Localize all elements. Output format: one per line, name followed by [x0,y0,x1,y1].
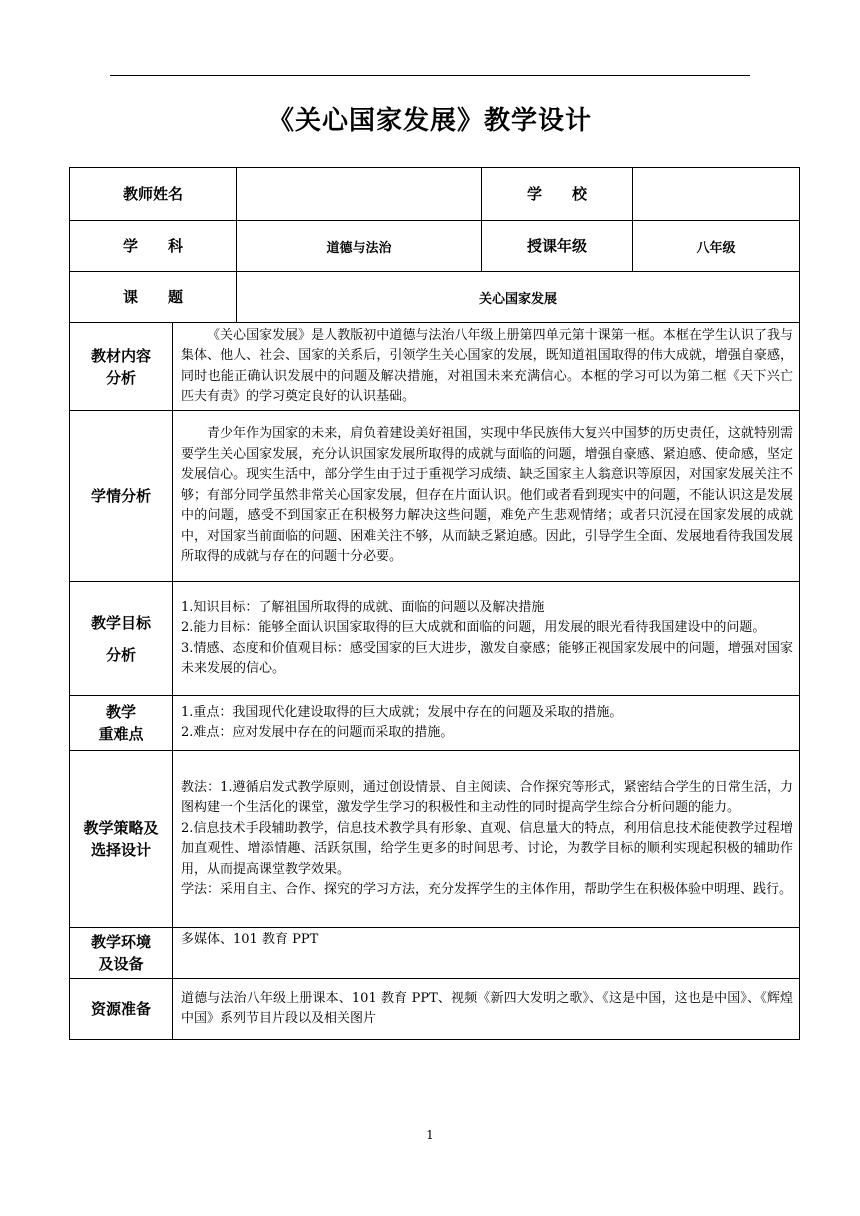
table-row-resources [70,979,800,1040]
teaching-strategy-text-cell [173,751,800,928]
student-analysis-text-cell [173,411,800,582]
school-label: 学 校 [482,168,633,221]
grade-label: 授课年级 [482,221,633,272]
goals-label-line2: 分析 [105,645,136,664]
keypoints-label-line2: 重难点 [98,725,144,743]
teaching-goals-label [70,582,173,696]
strategy-item-learning: 学法：采用自主、合作、探究的学习方法，充分发挥学生的主体作用，帮助学生在积极体验中明理、践行。 [181,882,793,897]
table-row-topic [70,272,800,323]
material-analysis-label [70,323,173,411]
environment-text-cell [173,928,800,979]
goal-item-ability: 2.能力目标：能够全面认识国家取得的巨大成就和面临的问题，用发展的眼光看待我国建设中的问题。 [181,620,766,635]
topic-label: 课 题 [70,272,237,323]
key-points-text-cell [173,696,800,751]
table-row-keypoints [70,696,800,751]
keypoint-item-difficulty: 2.难点：应对发展中存在的问题而采取的措施。 [181,725,454,740]
student-analysis-label: 学情分析 [70,411,173,582]
document-title: 《关心国家发展》教学设计 [267,106,592,136]
header-rule [110,75,750,76]
student-analysis-text: 青少年作为国家的未来，肩负着建设美好祖国，实现中华民族伟大复兴中国梦的历史责任，这就特别需要学生关心国家发展，充分认识国家发展所取得的成就与面临的问题，增强自豪感、紧迫感、使命感，坚定发展信心。现实生活中，部分学生由于过于重视学习成绩、缺乏国家主人翁意识等原因，对国家发展关注不够；有部分同学虽然非常关心国家发展，但存在片面认识。他们或者看到现实中的问题，不能认识这是发展中的问题，感受不到国家正在积极努力解决这些问题，难免产生悲观情绪；或者只沉浸在国家发展的成就中，对国家当前面临的问题、困难关注不够，从而缺乏紧迫感。因此，引导学生全面、发展地看待我国发展所取得的成就与存在的问题十分必要。 [181,426,794,565]
table-row-environment [70,928,800,979]
keypoint-item-focus: 1.重点：我国现代化建设取得的巨大成就；发展中存在的问题及采取的措施。 [181,704,623,720]
teacher-name-value [237,168,482,221]
table-row-material [70,323,800,411]
strategy-item-technology: 2.信息技术手段辅助教学，信息技术教学具有形象、直观、信息量大的特点，利用信息技术能使教学过程增加直观性、增添情趣、活跃氛围，给学生更多的时间思考、讨论，为教学目标的顺利实现起积极的辅助作用，从而提高课堂教学效果。 [181,820,794,877]
resources-text: 道德与法治八年级上册课本、101 教育 PPT、视频《新四大发明之歌》、《这是中国，这也是中国》、《辉煌中国》系列节目片段以及相关图片 [181,990,794,1026]
page-number: 1 [426,1128,434,1142]
table-row-students [70,411,800,582]
strategy-label-line1: 教学策略及 [83,819,159,837]
strategy-item-method: 教法：1.遵循启发式教学原则，通过创设情景、自主阅读、合作探究等形式，紧密结合学生的日常生活，力图构建一个生活化的课堂，激发学生学习的积极性和主动性的同时提高学生综合分析问题的能力。 [181,779,794,815]
topic-value: 关心国家发展 [237,272,800,323]
lesson-plan-table [69,167,800,1040]
school-value [633,168,800,221]
strategy-label-line2: 选择设计 [90,841,151,859]
environment-label-line2: 及设备 [98,955,144,973]
table-row-teacher [70,168,800,221]
goals-label-line1: 教学目标 [90,613,151,632]
environment-text: 多媒体、101 教育 PPT [181,932,319,947]
table-row-strategy [70,751,800,928]
keypoints-label-line1: 教学 [105,703,136,721]
key-points-label [70,696,173,751]
material-analysis-text: 《关心国家发展》是人教版初中道德与法治八年级上册第四单元第十课第一框。本框在学生认识了我与集体、他人、社会、国家的关系后，引领学生关心国家的发展，既知道祖国取得的伟大成就，增强自豪感，同时也能正确认识发展中的问题及解决措施，对祖国未来充满信心。本框的学习可以为第二框《天下兴亡 匹夫有责》的学习奠定良好的认识基础。 [181,327,794,404]
teaching-goals-text-cell [173,582,800,696]
resources-label: 资源准备 [70,979,173,1040]
goal-item-emotion: 3.情感、态度和价值观目标：感受国家的巨大进步，激发自豪感；能够正视国家发展中的问题，增强对国家未来发展的信心。 [181,640,794,676]
grade-value: 八年级 [633,221,800,272]
material-analysis-text-cell [173,323,800,411]
environment-label-line1: 教学环境 [90,933,151,951]
table-row-subject [70,221,800,272]
table-row-goals [70,582,800,696]
teaching-strategy-label [70,751,173,928]
material-label-line2: 分析 [105,368,136,387]
resources-text-cell [173,979,800,1040]
goal-item-knowledge: 1.知识目标：了解祖国所取得的成就、面临的问题以及解决措施 [181,599,545,615]
subject-label: 学 科 [70,221,237,272]
environment-label [70,928,173,979]
material-label-line1: 教材内容 [90,346,151,365]
teacher-name-label: 教师姓名 [70,168,237,221]
subject-value: 道德与法治 [237,221,482,272]
